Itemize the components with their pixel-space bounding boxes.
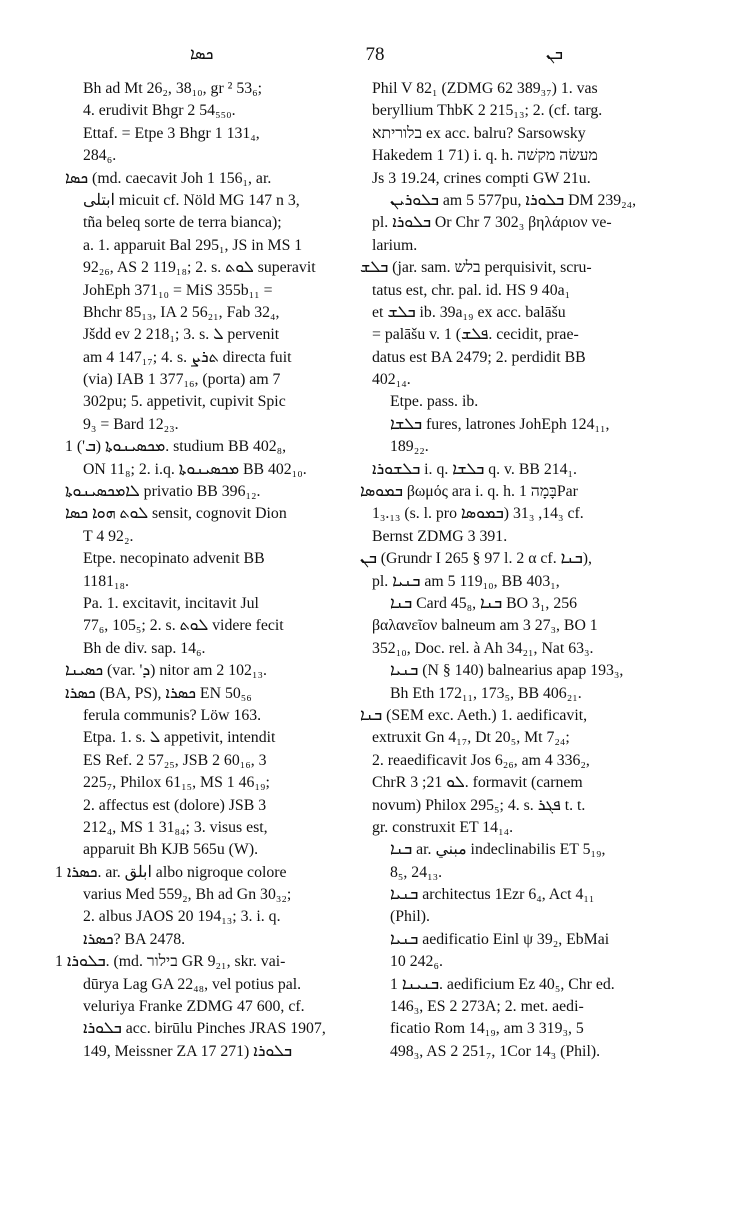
entry-line: datus est BA 2479; 2. perdidit BB <box>372 348 586 366</box>
entry-line: ܒܢܐ Card 45₈, ܒܢܐ BO 3₁, 256 <box>390 594 578 612</box>
entry-line: ܟܣܪܐ (BA, PS), ܟܣܪܐ EN 50₅₆ <box>65 684 252 702</box>
entry-line: et ܒܠܫ ib. 39a₁₉ ex acc. balāšu <box>372 303 566 321</box>
entry-line: JohEph 371₁₀ = MiS 355b₁₁ = <box>83 281 273 299</box>
entry-line: ON 11₈; 2. i.q. ܡܟܣܝܢܘܬܐ BB 402₁₀. <box>83 460 307 478</box>
entry-line: = palāšu v. ܦܠܫ) 1. cecidit, prae- <box>372 326 579 344</box>
entry-line: ܒܠܘܪܐ 1. (md. בילור GR 9₂₁, skr. vai- <box>55 953 286 971</box>
entry-line: Bh de div. sap. 14₆. <box>83 639 206 657</box>
entry-line: 9₃ = Bard 12₂₃. <box>83 415 179 433</box>
entry-line: 149, Meissner ZA 17 271) ܒܠܘܪܐ <box>83 1042 292 1060</box>
entry-line: a. 1. apparuit Bal 295₁, JS in MS 1 <box>83 236 303 254</box>
entry-line: beryllium ThbK 2 215₁₃; 2. (cf. targ. <box>372 102 603 120</box>
entry-line: 498₃, AS 2 251₇, 1Cor 14₃ (Phil). <box>390 1042 601 1060</box>
entry-line: ܒܢܝܐ (N § 140) balnearius apap 193₃, <box>390 662 624 680</box>
entry-line: novum) Philox 295₅; 4. s. ܦܓܪ t. t. <box>372 796 586 814</box>
entry-line: extruxit Gn 4₁₇, Dt 20₅, Mt 7₂₄; <box>372 729 570 747</box>
entry-line: ferula communis? Löw 163. <box>83 706 262 724</box>
entry-line: ܒܠܫ (jar. sam. בלש perquisivit, scru- <box>360 259 592 277</box>
entry-line: Bh ad Mt 26₂, 38₁₀, gr ² 53₆; <box>83 80 263 97</box>
entry-line: 225₇, Philox 61₁₅, MS 1 46₁₉; <box>83 774 270 792</box>
entry-line: ܠܐܡܟܣܝܢܘܬܐ privatio BB 396₁₂. <box>65 483 261 501</box>
entry-line: ابتلى micuit cf. Nöld MG 147 n 3, <box>83 191 300 209</box>
entry-line: varius Med 559₂, Bh ad Gn 30₃₂; <box>83 886 292 904</box>
entry-line: larium. <box>372 236 418 254</box>
left-column <box>55 78 367 1063</box>
entry-line: 77₆, 105₅; 2. s. ܠܘܬ videre fecit <box>83 617 284 635</box>
entry-line: dūrya Lag GA 22₄₈, vel potius pal. <box>83 975 302 993</box>
entry-line: Etpe. pass. ib. <box>390 393 479 411</box>
entry-line: 10 242₆. <box>390 953 443 971</box>
entry-line: 302pu; 5. appetivit, cupivit Spic <box>83 393 286 411</box>
entry-line: ܒܡܘܣܐ βωμός ara i. q. h. בָּמָה 1Par <box>360 483 578 501</box>
entry-line: apparuit Bh KJB 565u (W). <box>83 841 259 859</box>
entry-line: Bernst ZDMG 3 391. <box>372 527 508 545</box>
entry-line: 8₅, 24₁₃. <box>390 863 443 881</box>
entry-line: Etpe. necopinato advenit BB <box>83 550 265 568</box>
entry-line: T 4 92₂. <box>83 527 134 545</box>
entry-line: ܒܠܫܐ fures, latrones JohEph 124₁₁, <box>390 415 610 433</box>
entry-line: ܒܢܐ (SEM exc. Aeth.) 1. aedificavit, <box>360 706 588 724</box>
entry-line: ChrR ܠܘ 21; 3. formavit (carnem <box>372 774 583 792</box>
entry-line: ܒܢܝܐ aedificatio Einl ψ 39₂, EbMai <box>390 930 610 948</box>
entry-line: ܟܣܐ (md. caecavit Joh 1 156₁, ar. <box>65 169 272 187</box>
entry-line: ܒܢܐ ar. مبني indeclinabilis ET 5₁₉, <box>390 841 606 859</box>
entry-line: 1₃.₁₃ (s. l. pro ܒܡܘܣܐ) 14₃, 31₃ cf. <box>372 505 584 523</box>
entry-line: Phil V 82₁ (ZDMG 62 389₃₇) 1. vas <box>372 80 598 97</box>
entry-line: ܟܣܝܢܐ (var. 'ܕ) nitor am 2 102₁₃. <box>65 662 267 680</box>
entry-line: ܟܣܪܐ? BA 2478. <box>83 930 186 948</box>
entry-line: ܒܠܘܪܐ acc. birūlu Pinches JRAS 1907, <box>83 1020 326 1038</box>
entry-line: ܒܢܝܢܐ 1. aedificium Ez 40₅, Chr ed. <box>390 975 615 993</box>
entry-line: 2. reaedificavit Jos 6₂₆, am 4 336₂, <box>372 751 590 769</box>
entry-line: gr. construxit ET 14₁₄. <box>372 818 514 836</box>
running-head-right: ܒܢ <box>546 44 564 63</box>
entry-line: tatus est, chr. pal. id. HS 9 40a₁ <box>372 281 571 299</box>
entry-line: (Phil). <box>390 908 430 926</box>
entry-line: 2. albus JAOS 20 194₁₃; 3. i. q. <box>83 908 281 926</box>
entry-line: βαλανεῖον balneum am 3 27₃, BO 1 <box>372 617 598 635</box>
page-number: 78 <box>365 44 385 65</box>
entry-line: ܡܟܣܝܢܘܬܐ (ܒ') 1. studium BB 402₈, <box>65 438 287 456</box>
right-column <box>360 78 690 1063</box>
entry-line: ficatio Rom 14₁₉, am 3 319₃, 5 <box>390 1020 584 1038</box>
entry-line: am 4 147₁₇; 4. s. ܬܪܨ directa fuit <box>83 348 292 366</box>
entry-line: 212₄, MS 1 31₈₄; 3. visus est, <box>83 818 268 836</box>
entry-line: pl. ܒܢܝܐ am 5 119₁₀, BB 403₁, <box>372 572 560 590</box>
entry-line: Jšdd ev 2 218₁; 3. s. ܠ pervenit <box>83 326 280 344</box>
entry-line: ܟܣܪܐ 1. ar. ابلق albo nigroque colore <box>55 863 287 881</box>
entry-line: 402₁₄. <box>372 371 411 389</box>
entry-line: 1181₁₈. <box>83 572 129 590</box>
entry-line: 2. affectus est (dolore) JSB 3 <box>83 796 267 814</box>
entry-line: Pa. 1. excitavit, incitavit Jul <box>83 594 259 612</box>
entry-line: ܒܠܘܪܝܢ am 5 577pu, ܒܠܘܪܐ DM 239₂₄, <box>390 191 637 209</box>
entry-line: tña beleq sorte de terra bianca); <box>83 214 282 232</box>
entry-line: ܒܢܝܐ architectus 1Ezr 6₄, Act 4₁₁ <box>390 886 595 904</box>
entry-line: ܒܢ (Grundr I 265 § 97 l. 2 α cf. ܒܢܐ), <box>360 550 592 568</box>
entry-line: בלוריתא ex acc. balru? Sarsowsky <box>372 124 586 142</box>
entry-line: Hakedem 1 71) i. q. h. מעשׂה מקשׁה <box>372 147 598 165</box>
entry-line: 284₆. <box>83 147 117 165</box>
entry-line: Etpa. 1. s. ܠ appetivit, intendit <box>83 729 276 747</box>
entry-line: 189₂₂. <box>390 438 429 456</box>
entry-line: ES Ref. 2 57₂₅, JSB 2 60₁₆, 3 <box>83 751 267 769</box>
entry-line: pl. ܒܠܘܪܐ Or Chr 7 302₃ βηλάριον ve- <box>372 214 612 232</box>
entry-line: 352₁₀, Doc. rel. à Ah 34₂₁, Nat 63₃. <box>372 639 594 657</box>
entry-line: Bh Eth 172₁₁, 173₅, BB 406₂₁. <box>390 684 582 702</box>
entry-line: veluriya Franke ZDMG 47 600, cf. <box>83 998 305 1016</box>
entry-line: 4. erudivit Bhgr 2 54₅₅₀. <box>83 102 236 120</box>
entry-line: Bhchr 85₁₃, IA 2 56₂₁, Fab 32₄, <box>83 303 280 321</box>
entry-line: Js 3 19.24, crines compti GW 21u. <box>372 169 591 187</box>
entry-line: ܒܠܫܘܪܐ i. q. ܒܠܫܐ q. v. BB 214₁. <box>372 460 578 478</box>
entry-line: Ettaf. = Etpe 3 Bhgr 1 131₄, <box>83 124 260 142</box>
entry-line: 146₃, ES 2 273A; 2. met. aedi- <box>390 998 584 1016</box>
entry-line: 92₂₆, AS 2 119₁₈; 2. s. ܠܘܬ superavit <box>83 259 316 277</box>
entry-line: (via) IAB 1 377₁₆, (porta) am 7 <box>83 371 281 389</box>
entry-line: ܠܘܬ ܗܘܐ ܟܣܐ sensit, cognovit Dion <box>65 505 287 523</box>
running-head-left: ܟܣܐ <box>190 44 214 63</box>
